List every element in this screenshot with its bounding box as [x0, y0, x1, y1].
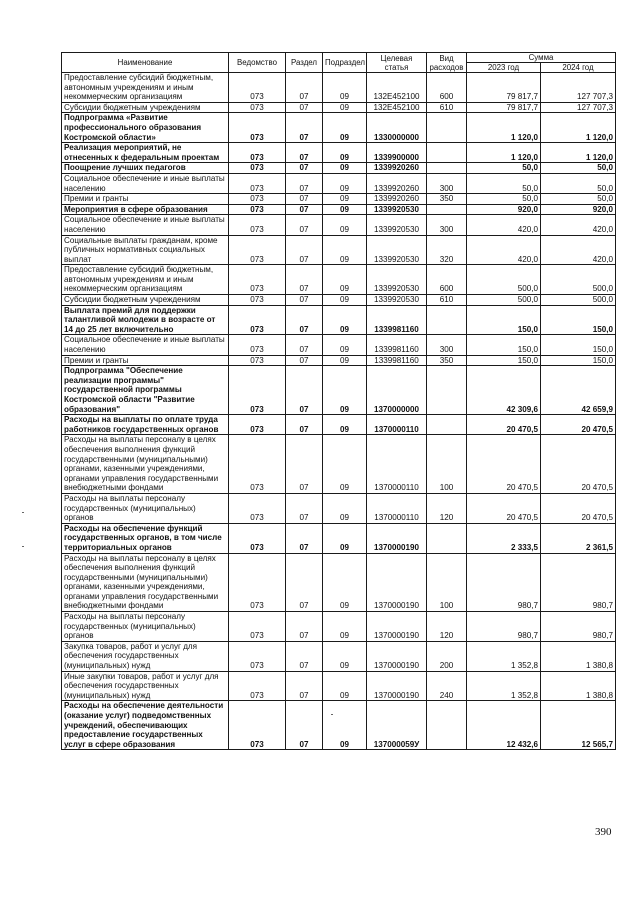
cell-sum-2023: 420,0: [467, 215, 541, 235]
cell-subsection: 09: [323, 73, 367, 103]
cell-name: Расходы на выплаты персоналу государственных (муниципальных) органов: [62, 612, 229, 642]
cell-department: 073: [229, 335, 286, 355]
header-target: Целевая статья: [367, 53, 427, 73]
cell-section: 07: [286, 173, 323, 193]
cell-name: Социальное обеспечение и иные выплаты населению: [62, 215, 229, 235]
table-row: [62, 173, 616, 193]
cell-name: Расходы на выплаты персоналу в целях обеспечения выполнения функций государственными (муниципальными) органами, казенными учреждениями, органами управления государственными внебюджетными фондами: [62, 435, 229, 494]
header-name: Наименование: [62, 53, 229, 73]
header-expense-type: Вид расходов: [427, 53, 467, 73]
cell-section: 07: [286, 553, 323, 612]
cell-subsection: 09: [323, 671, 367, 701]
table-row: [62, 295, 616, 306]
cell-department: 073: [229, 163, 286, 174]
cell-expense-type: [427, 701, 467, 750]
cell-subsection: 09: [323, 366, 367, 415]
cell-sum-2023: 500,0: [467, 295, 541, 306]
table-row: [62, 163, 616, 174]
cell-department: 073: [229, 366, 286, 415]
cell-section: 07: [286, 335, 323, 355]
table-row: [62, 612, 616, 642]
cell-name: Подпрограмма "Обеспечение реализации программы" государственной программы Костромской области "Развитие образования": [62, 366, 229, 415]
cell-target: 1339900000: [367, 143, 427, 163]
cell-subsection: 09: [323, 173, 367, 193]
cell-department: 073: [229, 295, 286, 306]
cell-section: 07: [286, 435, 323, 494]
cell-sum-2023: 1 352,8: [467, 641, 541, 671]
cell-subsection: 09: [323, 612, 367, 642]
cell-department: 073: [229, 493, 286, 523]
cell-section: 07: [286, 366, 323, 415]
cell-name: Премии и гранты: [62, 194, 229, 205]
cell-subsection: 09: [323, 102, 367, 113]
table-row: [62, 143, 616, 163]
cell-sum-2024: 1 380,8: [541, 671, 616, 701]
cell-target: 1370000110: [367, 493, 427, 523]
cell-sum-2024: 500,0: [541, 295, 616, 306]
cell-section: 07: [286, 163, 323, 174]
page-number: 390: [595, 826, 612, 838]
cell-name: Предоставление субсидий бюджетным, автономным учреждениям и иным некоммерческим организациям: [62, 265, 229, 295]
cell-department: 073: [229, 701, 286, 750]
cell-target: 1339981160: [367, 305, 427, 335]
cell-sum-2024: 1 120,0: [541, 113, 616, 143]
cell-sum-2023: 150,0: [467, 355, 541, 366]
cell-section: 07: [286, 671, 323, 701]
cell-expense-type: 350: [427, 194, 467, 205]
cell-section: 07: [286, 612, 323, 642]
cell-target: 1370000190: [367, 612, 427, 642]
table-row: [62, 113, 616, 143]
cell-sum-2024: 500,0: [541, 265, 616, 295]
table-row: [62, 335, 616, 355]
cell-department: 073: [229, 415, 286, 435]
cell-department: 073: [229, 523, 286, 553]
cell-subsection: 09: [323, 523, 367, 553]
cell-target: 132E452100: [367, 73, 427, 103]
cell-sum-2024: 150,0: [541, 335, 616, 355]
cell-subsection: 09: [323, 143, 367, 163]
header-subsection: Подраздел: [323, 53, 367, 73]
cell-subsection: 09: [323, 415, 367, 435]
cell-department: 073: [229, 355, 286, 366]
cell-target: 1370000000: [367, 366, 427, 415]
cell-target: 1339981160: [367, 335, 427, 355]
cell-name: Расходы на обеспечение деятельности (оказание услуг) подведомственных учреждений, обеспечивающих предоставление государственных услуг в сфере образования: [62, 701, 229, 750]
cell-sum-2023: 420,0: [467, 235, 541, 265]
cell-sum-2023: 1 120,0: [467, 113, 541, 143]
cell-expense-type: 120: [427, 493, 467, 523]
budget-table: [61, 52, 616, 750]
cell-sum-2024: 150,0: [541, 355, 616, 366]
table-row: [62, 701, 616, 750]
cell-expense-type: 300: [427, 215, 467, 235]
cell-subsection: 09: [323, 113, 367, 143]
cell-sum-2024: 20 470,5: [541, 415, 616, 435]
cell-name: Социальные выплаты гражданам, кроме публичных нормативных социальных выплат: [62, 235, 229, 265]
cell-target: 132E452100: [367, 102, 427, 113]
header-sum: Сумма: [467, 53, 616, 63]
cell-section: 07: [286, 641, 323, 671]
cell-expense-type: 610: [427, 102, 467, 113]
table-header: [62, 53, 616, 73]
cell-sum-2023: 12 432,6: [467, 701, 541, 750]
cell-target: 1370000190: [367, 641, 427, 671]
cell-target: 1339920530: [367, 235, 427, 265]
cell-name: Мероприятия в сфере образования: [62, 204, 229, 215]
cell-department: 073: [229, 671, 286, 701]
cell-expense-type: [427, 305, 467, 335]
scan-speck: [22, 546, 24, 547]
cell-section: 07: [286, 305, 323, 335]
cell-target: 1370000110: [367, 435, 427, 494]
cell-subsection: 09: [323, 295, 367, 306]
table-row: [62, 671, 616, 701]
cell-section: 07: [286, 523, 323, 553]
cell-expense-type: [427, 204, 467, 215]
cell-department: 073: [229, 173, 286, 193]
table-row: [62, 73, 616, 103]
cell-section: 07: [286, 73, 323, 103]
cell-sum-2023: 980,7: [467, 612, 541, 642]
cell-section: 07: [286, 102, 323, 113]
cell-expense-type: [427, 366, 467, 415]
cell-subsection: 09: [323, 215, 367, 235]
table-body: [62, 73, 616, 750]
cell-department: 073: [229, 113, 286, 143]
scan-speck: [331, 714, 333, 715]
cell-section: 07: [286, 701, 323, 750]
cell-department: 073: [229, 612, 286, 642]
table-row: [62, 204, 616, 215]
cell-section: 07: [286, 194, 323, 205]
cell-expense-type: [427, 523, 467, 553]
cell-sum-2023: 150,0: [467, 335, 541, 355]
cell-sum-2024: 20 470,5: [541, 493, 616, 523]
cell-name: Подпрограмма «Развитие профессионального образования Костромской области»: [62, 113, 229, 143]
table-row: [62, 553, 616, 612]
cell-sum-2023: 79 817,7: [467, 73, 541, 103]
header-department: Ведомство: [229, 53, 286, 73]
cell-department: 073: [229, 305, 286, 335]
cell-sum-2023: 50,0: [467, 173, 541, 193]
header-section: Раздел: [286, 53, 323, 73]
cell-name: Расходы на выплаты персоналу в целях обеспечения выполнения функций государственными (муниципальными) органами, казенными учреждениями, органами управления государственными внебюджетными фондами: [62, 553, 229, 612]
table-row: [62, 194, 616, 205]
cell-section: 07: [286, 415, 323, 435]
cell-expense-type: 240: [427, 671, 467, 701]
cell-sum-2024: 150,0: [541, 305, 616, 335]
table-row: [62, 493, 616, 523]
header-year-2024: 2024 год: [541, 63, 616, 73]
cell-expense-type: 350: [427, 355, 467, 366]
cell-subsection: 09: [323, 641, 367, 671]
cell-name: Иные закупки товаров, работ и услуг для обеспечения государственных (муниципальных) нужд: [62, 671, 229, 701]
table-row: [62, 523, 616, 553]
cell-name: Поощрение лучших педагогов: [62, 163, 229, 174]
cell-sum-2024: 50,0: [541, 173, 616, 193]
cell-name: Расходы на выплаты по оплате труда работников государственных органов: [62, 415, 229, 435]
cell-target: 1370000110: [367, 415, 427, 435]
table-row: [62, 305, 616, 335]
cell-expense-type: 610: [427, 295, 467, 306]
cell-target: 1339920530: [367, 295, 427, 306]
cell-subsection: 09: [323, 163, 367, 174]
cell-subsection: 09: [323, 355, 367, 366]
table-row: [62, 235, 616, 265]
cell-subsection: 09: [323, 435, 367, 494]
cell-sum-2024: 50,0: [541, 194, 616, 205]
cell-name: Субсидии бюджетным учреждениям: [62, 295, 229, 306]
table-row: [62, 435, 616, 494]
cell-sum-2023: 50,0: [467, 194, 541, 205]
cell-sum-2024: 127 707,3: [541, 73, 616, 103]
cell-department: 073: [229, 194, 286, 205]
cell-name: Субсидии бюджетным учреждениям: [62, 102, 229, 113]
cell-name: Выплата премий для поддержки талантливой молодежи в возрасте от 14 до 25 лет включительно: [62, 305, 229, 335]
cell-name: Премии и гранты: [62, 355, 229, 366]
cell-expense-type: 120: [427, 612, 467, 642]
cell-sum-2024: 2 361,5: [541, 523, 616, 553]
cell-expense-type: 200: [427, 641, 467, 671]
cell-target: 1370000190: [367, 671, 427, 701]
cell-target: 1339920530: [367, 204, 427, 215]
cell-subsection: 09: [323, 235, 367, 265]
cell-subsection: 09: [323, 305, 367, 335]
cell-sum-2024: 920,0: [541, 204, 616, 215]
cell-sum-2024: 420,0: [541, 235, 616, 265]
cell-name: Реализация мероприятий, не отнесенных к федеральным проектам: [62, 143, 229, 163]
cell-expense-type: 300: [427, 173, 467, 193]
table-row: [62, 102, 616, 113]
cell-target: 1370000190: [367, 523, 427, 553]
cell-section: 07: [286, 235, 323, 265]
cell-department: 073: [229, 102, 286, 113]
table-row: [62, 641, 616, 671]
cell-sum-2023: 20 470,5: [467, 415, 541, 435]
cell-section: 07: [286, 493, 323, 523]
cell-subsection: 09: [323, 553, 367, 612]
cell-target: 1339920260: [367, 194, 427, 205]
cell-sum-2024: 20 470,5: [541, 435, 616, 494]
cell-section: 07: [286, 204, 323, 215]
cell-sum-2024: 127 707,3: [541, 102, 616, 113]
cell-name: Социальное обеспечение и иные выплаты населению: [62, 173, 229, 193]
cell-name: Закупка товаров, работ и услуг для обеспечения государственных (муниципальных) нужд: [62, 641, 229, 671]
cell-sum-2024: 420,0: [541, 215, 616, 235]
cell-department: 073: [229, 641, 286, 671]
cell-target: 137000059У: [367, 701, 427, 750]
cell-section: 07: [286, 265, 323, 295]
cell-sum-2023: 20 470,5: [467, 493, 541, 523]
cell-department: 073: [229, 73, 286, 103]
table-row: [62, 355, 616, 366]
cell-subsection: 09: [323, 701, 367, 750]
cell-expense-type: [427, 143, 467, 163]
cell-name: Расходы на обеспечение функций государственных органов, в том числе территориальных органов: [62, 523, 229, 553]
cell-sum-2023: 2 333,5: [467, 523, 541, 553]
cell-target: 1339920260: [367, 163, 427, 174]
cell-expense-type: [427, 163, 467, 174]
cell-department: 073: [229, 143, 286, 163]
cell-expense-type: 320: [427, 235, 467, 265]
cell-sum-2023: 500,0: [467, 265, 541, 295]
cell-section: 07: [286, 215, 323, 235]
table-row: [62, 415, 616, 435]
cell-subsection: 09: [323, 265, 367, 295]
cell-sum-2024: 980,7: [541, 553, 616, 612]
cell-department: 073: [229, 235, 286, 265]
cell-department: 073: [229, 553, 286, 612]
cell-subsection: 09: [323, 204, 367, 215]
cell-sum-2024: 12 565,7: [541, 701, 616, 750]
cell-target: 1339920530: [367, 265, 427, 295]
cell-sum-2024: 50,0: [541, 163, 616, 174]
cell-department: 073: [229, 215, 286, 235]
cell-sum-2023: 150,0: [467, 305, 541, 335]
cell-section: 07: [286, 295, 323, 306]
cell-name: Социальное обеспечение и иные выплаты населению: [62, 335, 229, 355]
cell-sum-2024: 1 120,0: [541, 143, 616, 163]
cell-target: 1330000000: [367, 113, 427, 143]
cell-sum-2024: 980,7: [541, 612, 616, 642]
table-row: [62, 215, 616, 235]
cell-department: 073: [229, 435, 286, 494]
cell-sum-2024: 42 659,9: [541, 366, 616, 415]
cell-sum-2023: 980,7: [467, 553, 541, 612]
scan-speck: [22, 512, 24, 513]
cell-expense-type: 600: [427, 73, 467, 103]
cell-sum-2024: 1 380,8: [541, 641, 616, 671]
cell-target: 1339981160: [367, 355, 427, 366]
cell-name: Расходы на выплаты персоналу государственных (муниципальных) органов: [62, 493, 229, 523]
cell-section: 07: [286, 355, 323, 366]
cell-name: Предоставление субсидий бюджетным, автономным учреждениям и иным некоммерческим организациям: [62, 73, 229, 103]
cell-target: 1339920260: [367, 173, 427, 193]
cell-sum-2023: 42 309,6: [467, 366, 541, 415]
cell-expense-type: 100: [427, 435, 467, 494]
cell-department: 073: [229, 265, 286, 295]
cell-section: 07: [286, 143, 323, 163]
cell-subsection: 09: [323, 493, 367, 523]
cell-expense-type: [427, 415, 467, 435]
cell-sum-2023: 20 470,5: [467, 435, 541, 494]
cell-target: 1339920530: [367, 215, 427, 235]
cell-expense-type: [427, 113, 467, 143]
cell-sum-2023: 50,0: [467, 163, 541, 174]
cell-section: 07: [286, 113, 323, 143]
cell-target: 1370000190: [367, 553, 427, 612]
header-year-2023: 2023 год: [467, 63, 541, 73]
cell-expense-type: 100: [427, 553, 467, 612]
cell-sum-2023: 1 120,0: [467, 143, 541, 163]
cell-sum-2023: 1 352,8: [467, 671, 541, 701]
cell-subsection: 09: [323, 335, 367, 355]
cell-department: 073: [229, 204, 286, 215]
cell-expense-type: 600: [427, 265, 467, 295]
table-row: [62, 366, 616, 415]
cell-sum-2023: 920,0: [467, 204, 541, 215]
cell-sum-2023: 79 817,7: [467, 102, 541, 113]
table-row: [62, 265, 616, 295]
cell-subsection: 09: [323, 194, 367, 205]
cell-expense-type: 300: [427, 335, 467, 355]
